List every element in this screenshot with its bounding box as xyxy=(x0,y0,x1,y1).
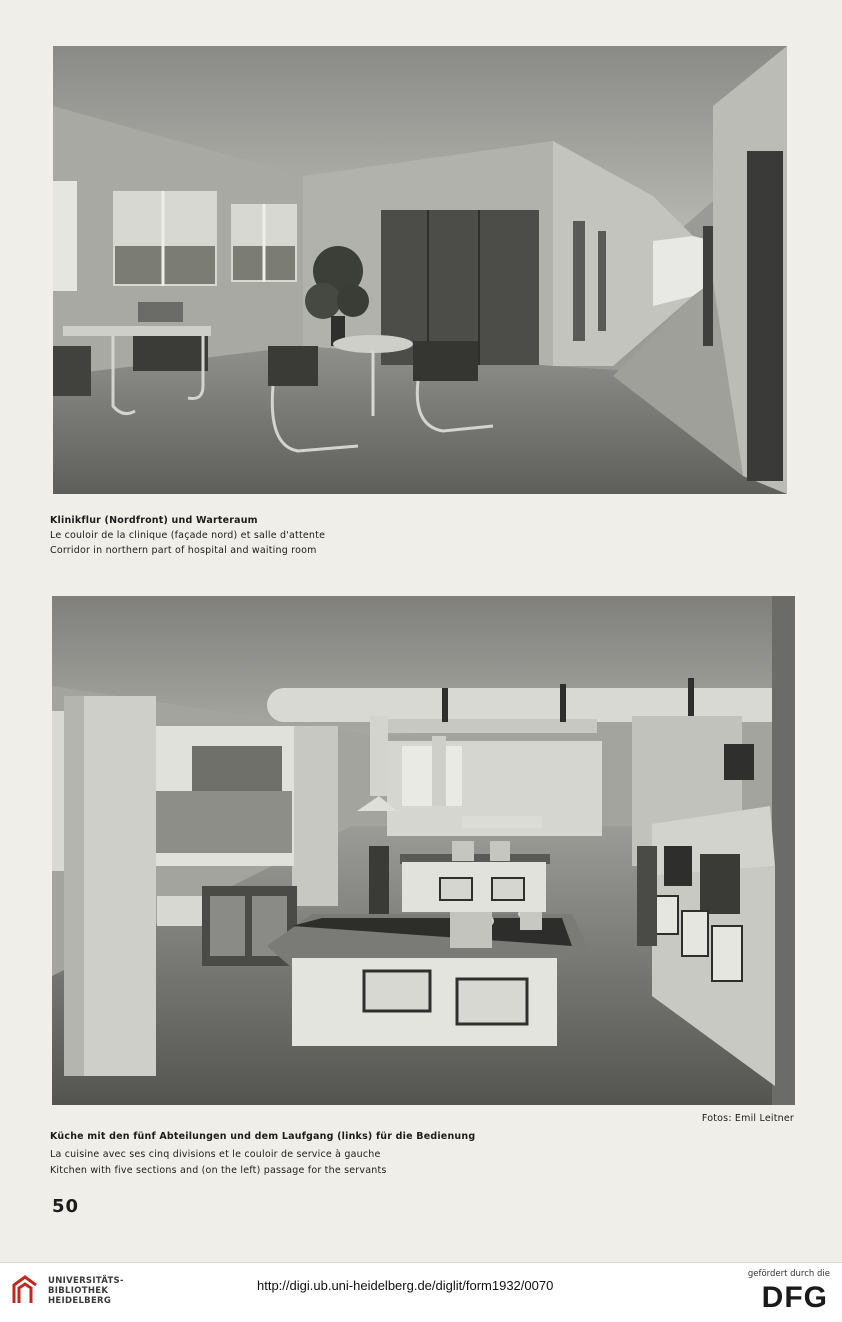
page-number: 50 xyxy=(52,1196,80,1217)
university-library-logo-icon[interactable] xyxy=(10,1273,40,1307)
kitchen-photo xyxy=(52,596,795,1105)
library-line1: UNIVERSITÄTS- xyxy=(48,1276,124,1286)
caption-photo1-french: Le couloir de la clinique (façade nord) et salle d'attente xyxy=(50,530,326,541)
permalink-url[interactable]: http://digi.ub.uni-heidelberg.de/diglit/form1932/0070 xyxy=(257,1278,554,1293)
kitchen-illustration xyxy=(52,596,795,1105)
university-library-name[interactable] xyxy=(48,1276,124,1306)
dfg-logo[interactable]: DFG xyxy=(761,1281,828,1314)
photo-credit: Fotos: Emil Leitner xyxy=(701,1113,794,1124)
digitization-footer xyxy=(0,1262,842,1322)
corridor-illustration xyxy=(53,46,787,494)
caption-photo1-german: Klinikflur (Nordfront) und Warteraum xyxy=(50,515,258,526)
library-line2: BIBLIOTHEK xyxy=(48,1286,109,1296)
caption-photo2-english: Kitchen with five sections and (on the left) passage for the servants xyxy=(50,1165,387,1176)
caption-photo2-german: Küche mit den fünf Abteilungen und dem Laufgang (links) für die Bedienung xyxy=(50,1131,476,1142)
caption-photo2-french: La cuisine avec ses cinq divisions et le couloir de service à gauche xyxy=(50,1149,381,1160)
funding-note: gefördert durch die xyxy=(747,1269,830,1279)
clinic-corridor-photo xyxy=(53,46,787,494)
library-line3: HEIDELBERG xyxy=(48,1296,112,1306)
caption-photo1-english: Corridor in northern part of hospital and waiting room xyxy=(50,545,317,556)
